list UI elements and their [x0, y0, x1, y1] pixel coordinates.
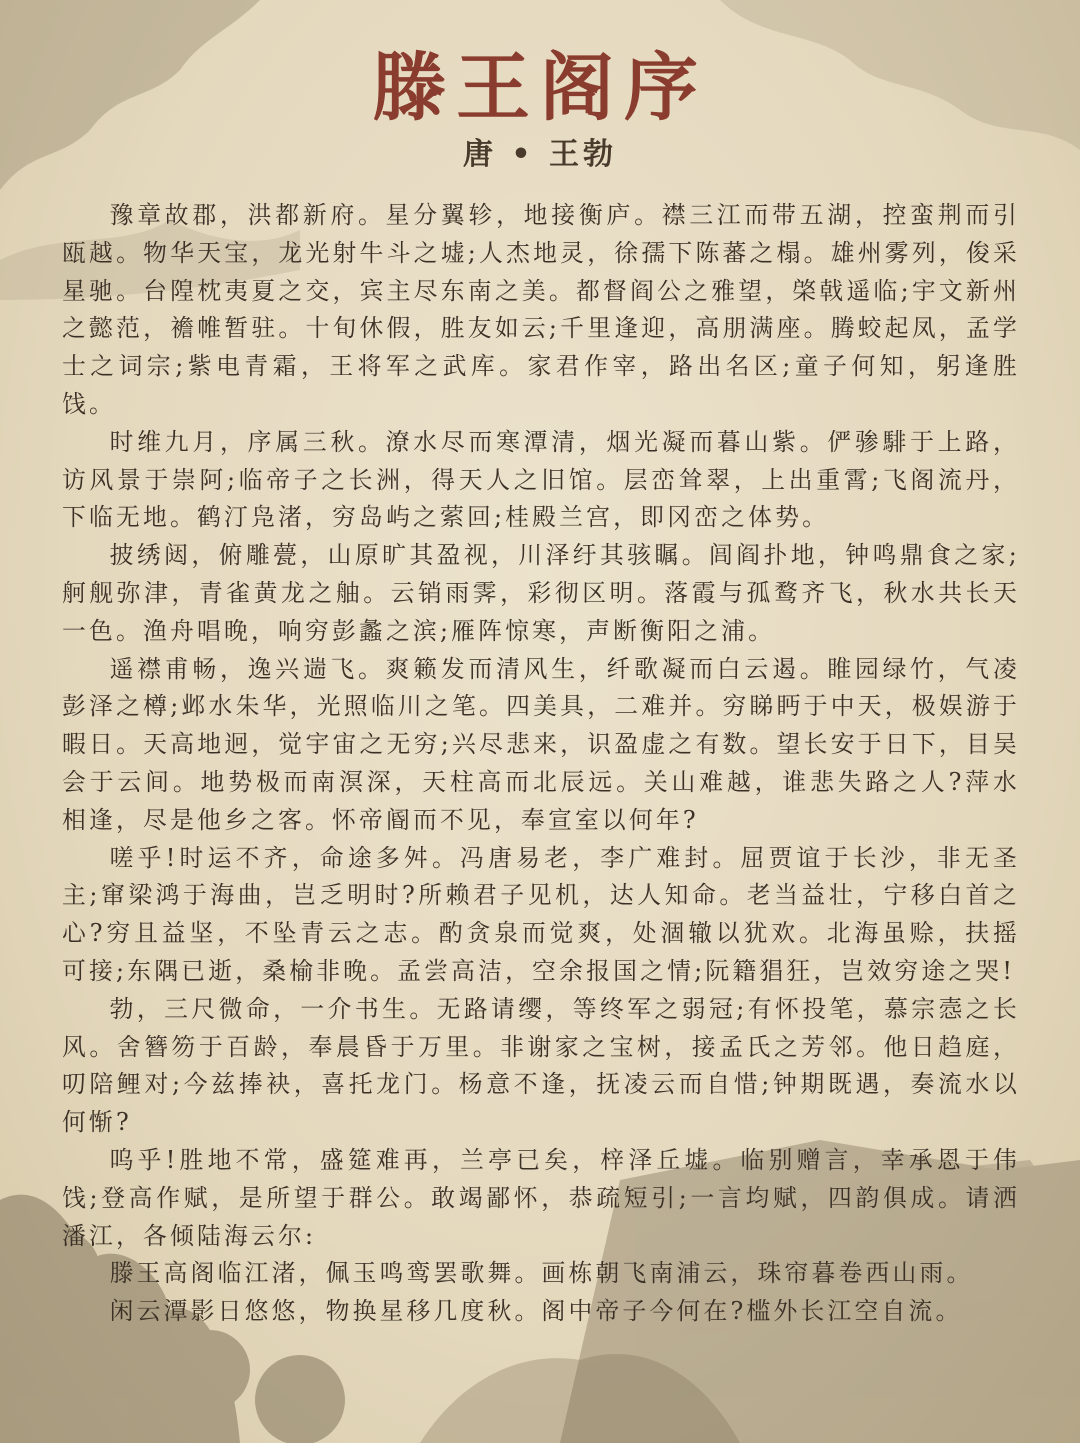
article-body: [62, 197, 1020, 1331]
page-title: 滕王阁序: [372, 45, 708, 131]
paragraph: 嗟乎!时运不齐，命途多舛。冯唐易老，李广难封。屈贾谊于长沙，非无圣主;窜梁鸿于海曲，岂乏明时?所赖君子见机，达人知命。老当益壮，宁移白首之心?穷且益坚，不坠青云之志。酌贪泉而觉爽，处涸辙以犹欢。北海虽赊，扶摇可接;东隅已逝，桑榆非晚。孟尝高洁，空余报国之情;阮籍猖狂，岂效穷途之哭!: [62, 843, 1020, 985]
paragraph: 遥襟甫畅，逸兴遄飞。爽籁发而清风生，纤歌凝而白云遏。睢园绿竹，气凌彭泽之樽;邺水朱华，光照临川之笔。四美具，二难并。穷睇眄于中天，极娱游于暇日。天高地迥，觉宇宙之无穷;兴尽悲来，识盈虚之有数。望长安于日下，目吴会于云间。地势极而南溟深，天柱高而北辰远。关山难越，谁悲失路之人?萍水相逢，尽是他乡之客。怀帝阍而不见，奉宣室以何年?: [62, 654, 1020, 834]
paragraph: 勃，三尺微命，一介书生。无路请缨，等终军之弱冠;有怀投笔，慕宗悫之长风。舍簪笏于百龄，奉晨昏于万里。非谢家之宝树，接孟氏之芳邻。他日趋庭，叨陪鲤对;今兹捧袂，喜托龙门。杨意不逢，抚凌云而自惜;钟期既遇，奏流水以何惭?: [62, 994, 1020, 1137]
poem-line: 闲云潭影日悠悠，物换星移几度秋。阁中帝子今何在?槛外长江空自流。: [109, 1297, 963, 1326]
author-line: 唐 • 王勃: [462, 137, 618, 172]
paragraph: 呜乎!胜地不常，盛筵难再，兰亭已矣，梓泽丘墟。临别赠言，幸承恩于伟饯;登高作赋，是所望于群公。敢竭鄙怀，恭疏短引;一言均赋，四韵俱成。请洒潘江，各倾陆海云尔:: [62, 1145, 1020, 1250]
paragraph: 披绣闼，俯雕甍，山原旷其盈视，川泽纡其骇瞩。闾阎扑地，钟鸣鼎食之家;舸舰弥津，青雀黄龙之舳。云销雨霁，彩彻区明。落霞与孤鹜齐飞，秋水共长天一色。渔舟唱晚，响穷彭蠡之滨;雁阵惊寒，声断衡阳之浦。: [62, 541, 1020, 645]
poem-line: 滕王高阁临江渚，佩玉鸣鸾罢歌舞。画栋朝飞南浦云，珠帘暮卷西山雨。: [109, 1259, 974, 1288]
paragraph: 豫章故郡，洪都新府。星分翼轸，地接衡庐。襟三江而带五湖，控蛮荆而引瓯越。物华天宝，龙光射牛斗之墟;人杰地灵，徐孺下陈蕃之榻。雄州雾列，俊采星驰。台隍枕夷夏之交，宾主尽东南之美。都督阎公之雅望，棨戟遥临;宇文新州之懿范，襜帷暂驻。十旬休假，胜友如云;千里逢迎，高朋满座。腾蛟起凤，孟学士之词宗;紫电青霜，王将军之武库。家君作宰，路出名区;童子何知，躬逢胜饯。: [62, 201, 1020, 418]
paragraph: 时维九月，序属三秋。潦水尽而寒潭清，烟光凝而暮山紫。俨骖騑于上路，访风景于崇阿;临帝子之长洲，得天人之旧馆。层峦耸翠，上出重霄;飞阁流丹，下临无地。鹤汀凫渚，穷岛屿之萦回;桂殿兰宫，即冈峦之体势。: [62, 427, 1020, 532]
